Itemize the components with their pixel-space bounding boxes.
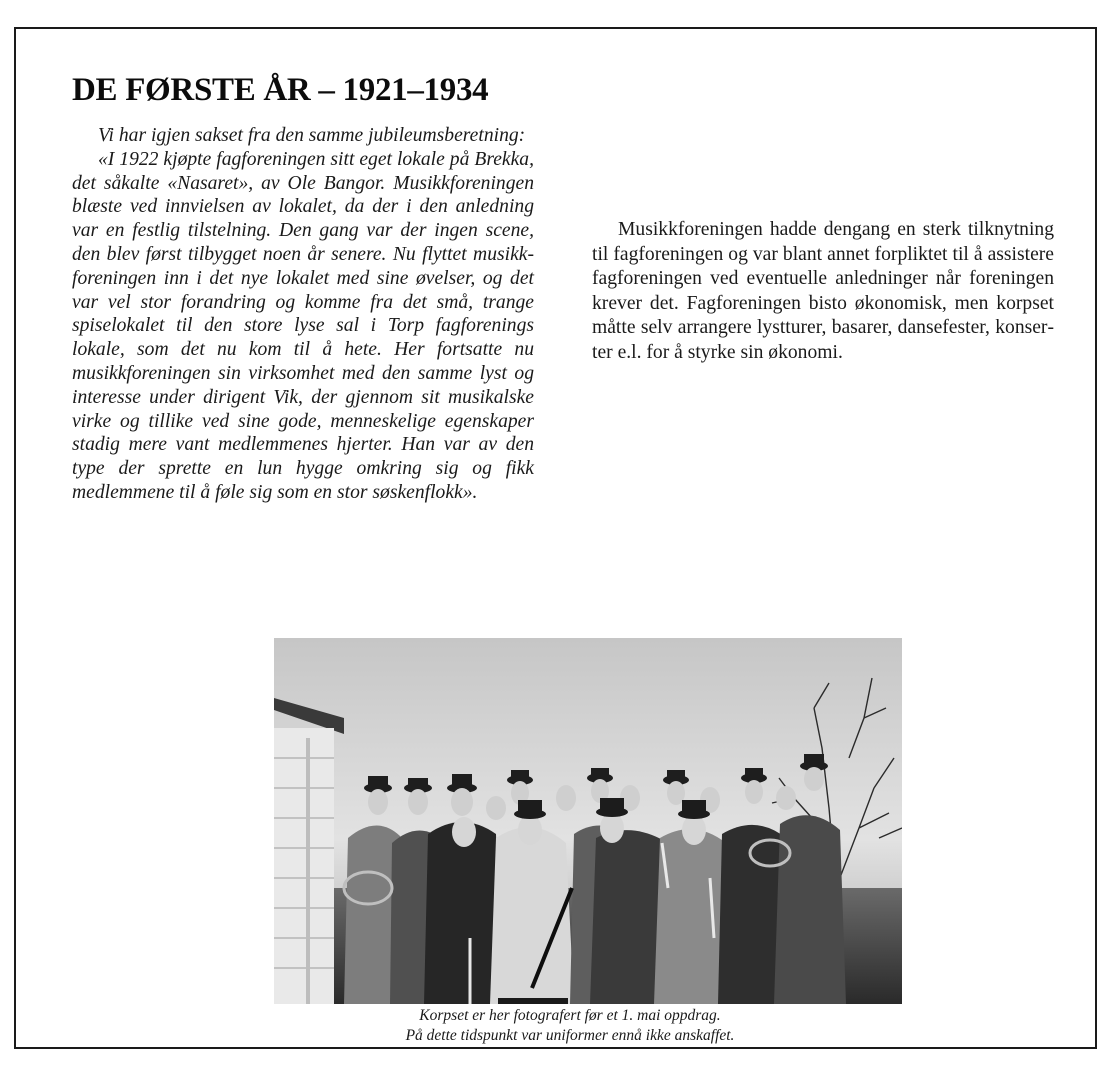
commentary-column	[592, 218, 1054, 366]
band-photo-image	[274, 638, 902, 1004]
quoted-history-column	[72, 124, 534, 505]
photo-caption	[270, 1006, 870, 1046]
article-title: DE FØRSTE ÅR – 1921–1934	[72, 72, 489, 108]
band-photo	[274, 638, 902, 1004]
caption-line: Korpset er her fotografert før et 1. mai oppdrag.	[419, 1007, 721, 1024]
intro-paragraph: Vi har igjen sakset fra den samme jubileumsberetning:	[98, 125, 526, 146]
quote-paragraph: «I 1922 kjøpte fagforeningen sitt eget lokale på Brekka, det såkalte «Nasaret», av Ole Bangor. Musikkforeningen blæste ved innvielsen av lokalet, da der i den anledning var en festlig tilstelning. Den gang var der ingen scene, den blev først tilbygget noen år senere. Nu flyttet musikkforeningen inn i det nye lokalet med sine øvelser, og det var vel stor forandring og komme fra det små, trange spiselokalet til den store lyse sal i Torp fagforenings lokale, som det nu kom til å hete. Her fortsatte nu musikkforeningen sin virksomhet med den samme lyst og interesse under dirigent Vik, der gjennom sit musikalske virke og tillike ved sine gode, menneskelige egenskaper stadig mere vant medlemmenes hjerter. Han var av den type der sprette en lun hygge omkring sig og fikk medlemmene til å føle sig som en stor søskenflokk».	[72, 148, 534, 503]
caption-line: På dette tidspunkt var uniformer ennå ikke anskaffet.	[405, 1027, 735, 1044]
commentary-paragraph: Musikkforeningen hadde dengang en sterk tilknytning til fagforeningen og var blant annet forpliktet til å assistere fagforeningen ved eventuelle anledninger når foreningen krever det. Fagforeningen bisto økonomisk, men korpset måtte selv arrangere lystturer, basarer, dansefester, konserter e.l. for å styrke sin økonomi.	[592, 219, 1054, 363]
